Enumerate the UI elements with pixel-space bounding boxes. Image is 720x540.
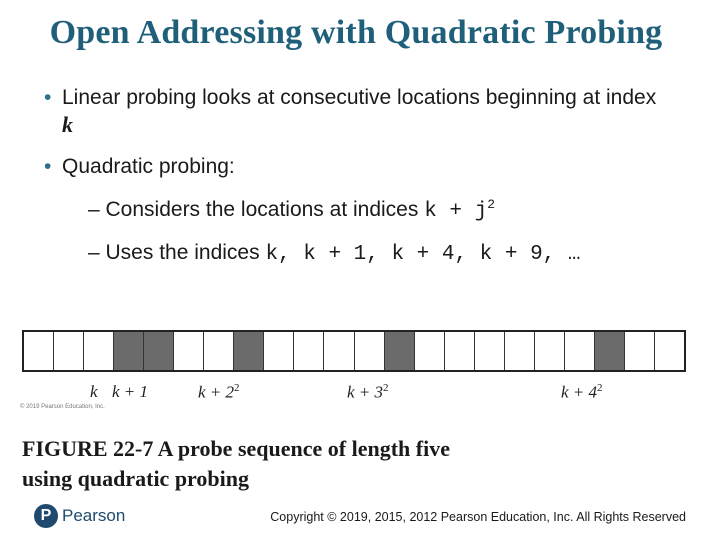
- label-k-plus-1: k + 1: [112, 382, 149, 401]
- table-cell: [655, 332, 684, 370]
- table-cell: [204, 332, 234, 370]
- probed-cell: [114, 332, 144, 370]
- formula-exponent: 2: [487, 197, 496, 212]
- probed-cell: [595, 332, 625, 370]
- table-cell: [475, 332, 505, 370]
- dash-icon: –: [88, 198, 106, 221]
- table-cell: [24, 332, 54, 370]
- sub-bullet-uses: [88, 241, 581, 266]
- table-cell: [174, 332, 204, 370]
- bullet-dot-icon: •: [44, 86, 52, 109]
- pearson-logo: [34, 504, 125, 528]
- sub-bullet-considers: [88, 197, 495, 223]
- table-cell: [505, 332, 535, 370]
- formula-code: k + j: [424, 200, 488, 223]
- pearson-logo-icon: P: [34, 504, 58, 528]
- label-k-plus-3-squared: $k + 3^2$: [347, 382, 389, 402]
- bullet-linear-probing: [44, 84, 684, 139]
- dash-icon: –: [88, 241, 106, 264]
- table-cell: [355, 332, 385, 370]
- table-cell: [324, 332, 354, 370]
- probed-cell: [144, 332, 174, 370]
- probed-cell: [234, 332, 264, 370]
- sub-bullet-text: Uses the indices: [105, 241, 260, 264]
- slide-title: Open Addressing with Quadratic Probing: [49, 14, 663, 51]
- bullet-quadratic-probing: [44, 153, 235, 180]
- label-k-plus-4-squared: $k + 4^2$: [561, 382, 603, 402]
- table-cell: [445, 332, 475, 370]
- pearson-logo-text: Pearson: [62, 506, 126, 525]
- table-cell: [625, 332, 655, 370]
- probed-cell: [385, 332, 415, 370]
- sub-bullet-text: Considers the locations at indices: [105, 198, 419, 221]
- figure-caption: FIGURE 22-7 A probe sequence of length five using quadratic probing: [22, 436, 450, 491]
- table-cell: [294, 332, 324, 370]
- label-k: k: [90, 382, 98, 401]
- table-cell: [415, 332, 445, 370]
- hash-table-strip: [22, 330, 686, 372]
- table-cell: [54, 332, 84, 370]
- table-cell: [565, 332, 595, 370]
- table-cell: [264, 332, 294, 370]
- figure-small-copyright: © 2019 Pearson Education, Inc.: [20, 404, 105, 410]
- label-k-plus-2-squared: $k + 2^2$: [198, 382, 240, 402]
- footer-copyright: Copyright © 2019, 2015, 2012 Pearson Education, Inc. All Rights Reserved: [270, 510, 686, 524]
- table-cell: [84, 332, 114, 370]
- bullet-text: Linear probing looks at consecutive locations beginning at index: [62, 86, 657, 109]
- index-sequence-code: k, k + 1, k + 4, k + 9, …: [265, 243, 581, 266]
- bullet-text: Quadratic probing:: [62, 155, 235, 178]
- bullet-dot-icon: •: [44, 155, 52, 178]
- table-cell: [535, 332, 565, 370]
- index-variable: k: [62, 112, 73, 137]
